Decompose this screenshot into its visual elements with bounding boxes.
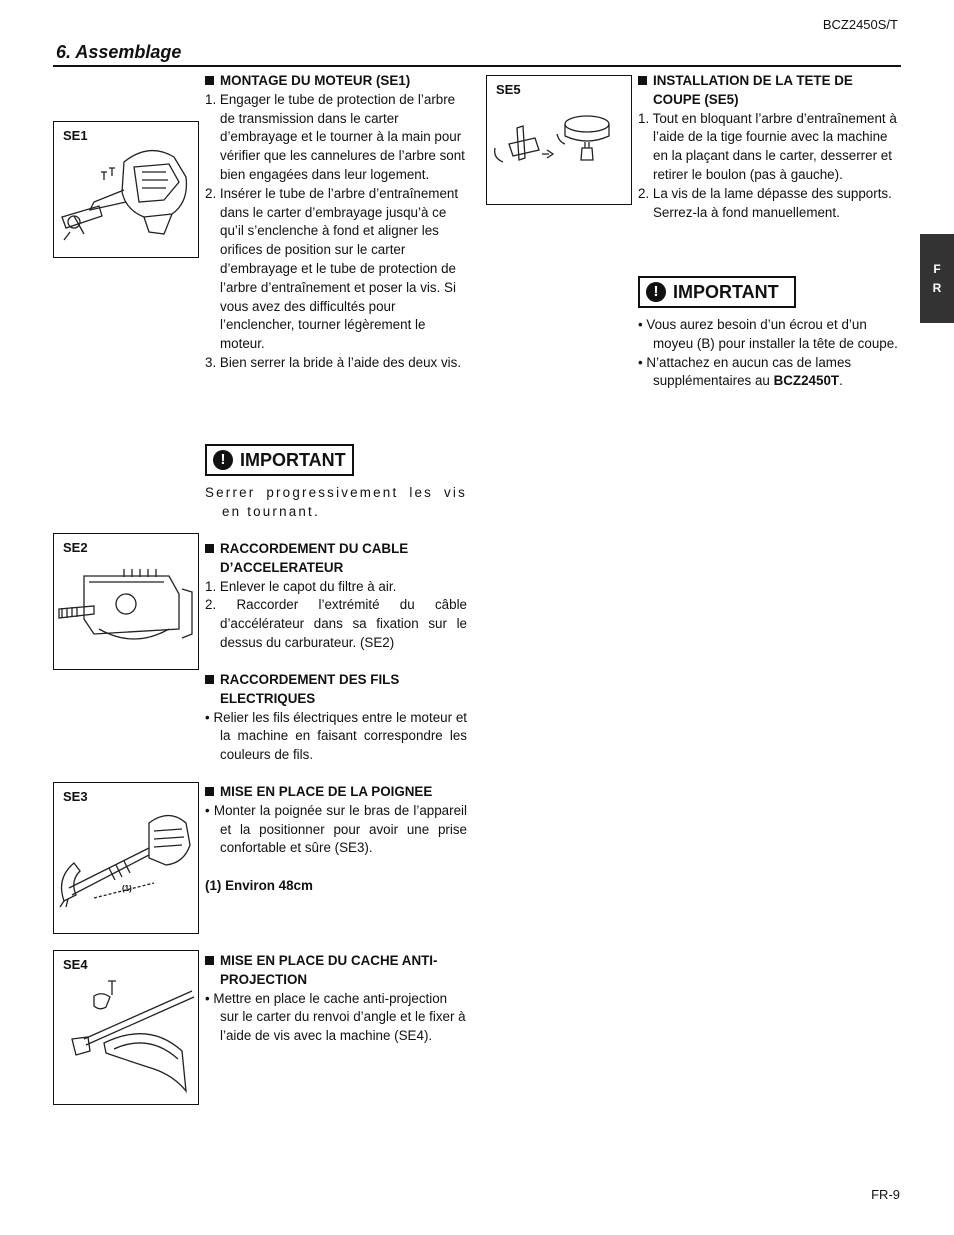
step-item: 2. Insérer le tube de l’arbre d’entraînement dans le carter d’embrayage jusqu’à ce qu’il s’enclenche à fond et aligner les orifices de position sur le carter d’embrayage et le tube de protection de l’arbre d’entraînement et poser la vis. Si vous avez des difficultés pour l’enclencher, tourner légèrement le moteur. bbox=[205, 185, 459, 352]
language-tab bbox=[920, 234, 954, 323]
important-label: IMPORTANT bbox=[240, 449, 346, 470]
heading-text: INSTALLATION DE LA TETE DE COUPE (SE5) bbox=[653, 73, 853, 107]
section-heading bbox=[205, 72, 467, 91]
section-heading bbox=[205, 783, 467, 802]
handle-position-illustration bbox=[54, 783, 200, 935]
section-raccordement-fils bbox=[205, 671, 467, 765]
language-tab-letter: F bbox=[933, 262, 941, 276]
bullet-list bbox=[638, 316, 900, 391]
section-montage-moteur bbox=[205, 72, 467, 373]
bullet-item: • Mettre en place le cache anti-projection sur le carter du renvoi d’angle et le fixer à l’aide de vis avec la machine (SE4). bbox=[205, 990, 466, 1044]
step-list bbox=[205, 578, 467, 653]
engine-assembly-illustration bbox=[54, 122, 200, 259]
heading-text: MISE EN PLACE DU CACHE ANTI-PROJECTION bbox=[220, 953, 438, 987]
heading-text: RACCORDEMENT DES FILS ELECTRIQUES bbox=[220, 672, 400, 706]
step-item: 1. Engager le tube de protection de l’arbre de transmission dans le carter d’embrayage et le tourner à la main pour vérifier que les cannelures de l’arbre sont bien engagées dans leur logement. bbox=[205, 91, 465, 182]
figure-label: SE3 bbox=[63, 789, 88, 804]
square-bullet-icon bbox=[205, 787, 214, 796]
important-text: Serrer progressivement les vis en tournant. bbox=[205, 485, 467, 519]
exclamation-icon: ! bbox=[646, 282, 666, 302]
exclamation-icon: ! bbox=[213, 450, 233, 470]
bullet-item: • Monter la poignée sur le bras de l’appareil et la positionner pour avoir une prise confortable et sûre (SE3). bbox=[205, 802, 467, 856]
model-name: BCZ2450T bbox=[773, 373, 840, 389]
section-raccordement-cable bbox=[205, 540, 467, 653]
square-bullet-icon bbox=[205, 76, 214, 85]
throttle-cable-illustration bbox=[54, 534, 200, 671]
figure-label: SE4 bbox=[63, 957, 88, 972]
figure-callout: (1) bbox=[122, 884, 132, 893]
heading-text: RACCORDEMENT DU CABLE D’ACCELERATEUR bbox=[220, 541, 409, 575]
bullet-item: • Relier les fils électriques entre le moteur et la machine en faisant correspondre les couleurs de fils. bbox=[205, 709, 467, 763]
figure-se4 bbox=[53, 950, 199, 1105]
section-heading bbox=[638, 72, 900, 110]
section-cache bbox=[205, 952, 467, 1046]
step-item: 1. Enlever le capot du filtre à air. bbox=[205, 578, 397, 594]
figure-label: SE2 bbox=[63, 540, 88, 555]
figure-note: (1) Environ 48cm bbox=[205, 878, 313, 894]
step-item: 3. Bien serrer la bride à l’aide des deux vis. bbox=[205, 354, 462, 370]
heading-text: MISE EN PLACE DE LA POIGNEE bbox=[220, 784, 433, 799]
guard-illustration bbox=[54, 951, 200, 1106]
figure-label: SE5 bbox=[496, 82, 521, 97]
heading-text: MONTAGE DU MOTEUR (SE1) bbox=[220, 73, 411, 88]
important-banner bbox=[205, 444, 354, 476]
figure-label: SE1 bbox=[63, 128, 88, 143]
language-tab-letter: R bbox=[932, 281, 942, 295]
square-bullet-icon bbox=[205, 544, 214, 553]
section-poignee bbox=[205, 783, 467, 896]
header-rule bbox=[53, 65, 901, 67]
figure-se3 bbox=[53, 782, 199, 934]
page-number: FR-9 bbox=[871, 1187, 900, 1202]
section-title: 6. Assemblage bbox=[56, 42, 182, 62]
bullet-list bbox=[205, 709, 467, 765]
step-item: 2. La vis de la lame dépasse des supports. Serrez-la à fond manuellement. bbox=[638, 185, 892, 220]
cutting-head-illustration bbox=[487, 76, 633, 206]
step-list bbox=[205, 91, 467, 373]
bullet-list bbox=[205, 802, 467, 858]
bullet-item bbox=[638, 354, 900, 392]
section-heading bbox=[205, 671, 467, 709]
step-list bbox=[638, 110, 900, 223]
bullet-text-end: . bbox=[839, 373, 843, 389]
step-item: 2. Raccorder l’extrémité du câble d’accélérateur dans sa fixation sur le dessus du carburateur. (SE2) bbox=[205, 597, 467, 650]
important-banner bbox=[638, 276, 796, 308]
step-item: 1. Tout en bloquant l’arbre d’entraînement à l’aide de la tige fournie avec la machine en la plaçant dans le carter, desserrer et retirer le boulon (pas à gauche). bbox=[638, 110, 897, 182]
section-heading bbox=[205, 952, 467, 990]
bullet-text: • N’attachez en aucun cas de lames supplémentaires au bbox=[638, 354, 852, 389]
section-heading bbox=[205, 540, 467, 578]
square-bullet-icon bbox=[638, 76, 647, 85]
figure-se2 bbox=[53, 533, 199, 670]
model-number: BCZ2450S/T bbox=[822, 17, 898, 32]
figure-se5 bbox=[486, 75, 632, 205]
bullet-item: • Vous aurez besoin d’un écrou et d’un moyeu (B) pour installer la tête de coupe. bbox=[638, 317, 898, 351]
important-label: IMPORTANT bbox=[673, 281, 779, 302]
square-bullet-icon bbox=[205, 675, 214, 684]
figure-se1 bbox=[53, 121, 199, 258]
square-bullet-icon bbox=[205, 956, 214, 965]
important-list bbox=[638, 316, 900, 391]
section-tete-coupe bbox=[638, 72, 900, 222]
bullet-list bbox=[205, 990, 467, 1046]
important-note bbox=[205, 484, 467, 522]
